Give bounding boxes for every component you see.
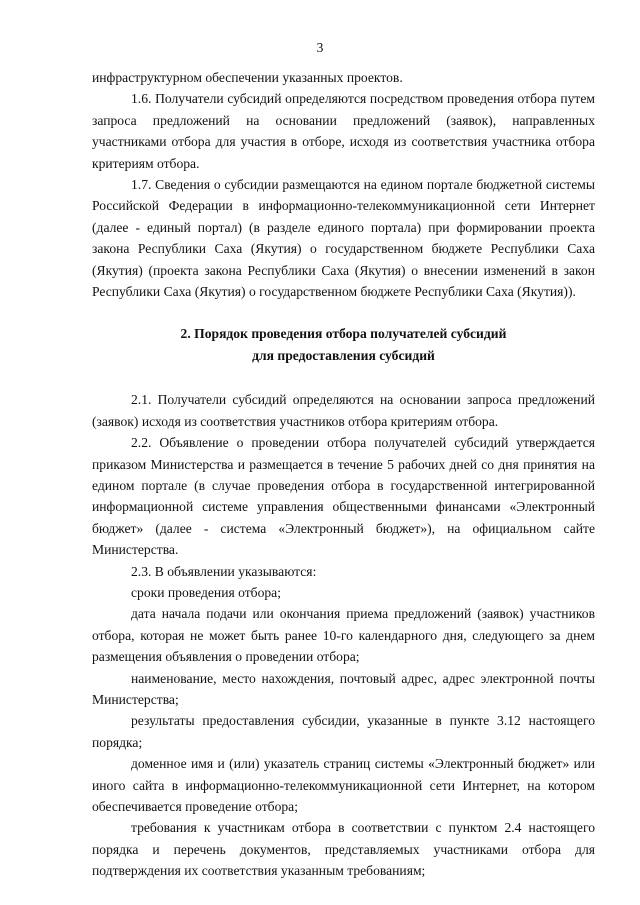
paragraph-1-7: 1.7. Сведения о субсидии размещаются на едином портале бюджетной системы Российской Федерации в информационно-телекоммуникационной сети Интернет (далее - единый портал) (в разделе единого портала) при формировании проекта закона Республики Саха (Якутия) о государственном бюджете Республики Саха (Якутия) (проекта закона Республики Саха (Якутия) о внесении изменений в закон Республики Саха (Якутия) о государственном бюджете Республики Саха (Якутия)). (92, 177, 595, 300)
paragraph-continuation: инфраструктурном обеспечении указанных проектов. (92, 70, 403, 85)
list-item-requirements: требования к участникам отбора в соответствии с пунктом 2.4 настоящего порядка и перечень документов, представляемых участниками отбора для подтверждения их соответствия указанным требованиям; (92, 820, 595, 879)
section-heading-line-2: для предоставления субсидий (252, 347, 435, 363)
list-item-results: результаты предоставления субсидии, указанные в пункте 3.12 настоящего порядка; (92, 713, 595, 750)
paragraph-1-6: 1.6. Получатели субсидий определяются посредством проведения отбора путем запроса предложений на основании предложений (заявок), направленных участниками отбора для участия в отборе, исходя из соответствия участника отбора критериям отбора. (92, 91, 595, 171)
paragraph-2-2: 2.2. Объявление о проведении отбора получателей субсидий утверждается приказом Министерства и размещается в течение 5 рабочих дней со дня принятия на едином портале (в случае проведения отбора в государственной интегрированной информационной системе управления общественными финансами «Электронный бюджет» (далее - система «Электронный бюджет»), на официальном сайте Министерства. (92, 435, 595, 558)
section-heading-line-1: 2. Порядок проведения отбора получателей субсидий (180, 326, 507, 342)
list-item-ministry-contacts: наименование, место нахождения, почтовый адрес, адрес электронной почты Министерства; (92, 670, 595, 707)
list-item-deadlines: сроки проведения отбора; (131, 584, 281, 600)
paragraph-2-1: 2.1. Получатели субсидий определяются на основании запроса предложений (заявок) исходя из соответствия участников отбора критериям отбора. (92, 392, 595, 429)
paragraph-2-3: 2.3. В объявлении указываются: (131, 563, 317, 579)
page-number: 3 (316, 40, 324, 55)
document-body (92, 67, 595, 882)
list-item-dates: дата начала подачи или окончания приема предложений (заявок) участников отбора, которая не может быть ранее 10-го календарного дня, следующего за днем размещения объявления о проведении отбора; (92, 606, 595, 665)
list-item-domain-name: доменное имя и (или) указатель страниц системы «Электронный бюджет» или иного сайта в информационно-телекоммуникационной сети Интернет, на котором обеспечивается проведение отбора; (92, 756, 595, 814)
